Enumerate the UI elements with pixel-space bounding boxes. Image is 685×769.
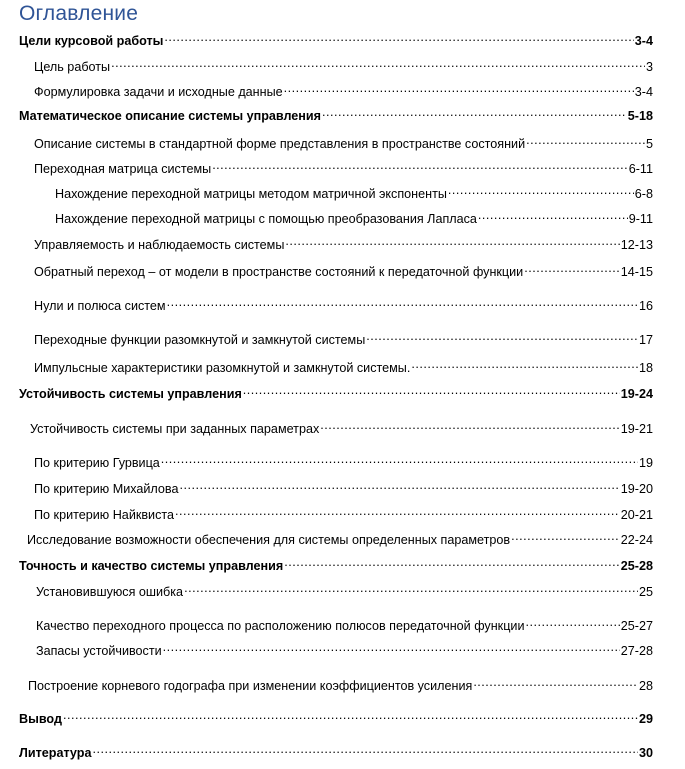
toc-entry-label: Устойчивость системы управления [19,387,242,401]
dot-leader [92,745,638,757]
toc-entry-page: 22-24 [620,533,653,547]
toc-entry-label: Описание системы в стандартной форме представления в пространстве состояний [34,137,526,151]
toc-entry-label: Точность и качество системы управления [19,559,284,573]
toc-title: Оглавление [19,2,139,25]
dot-leader [161,455,638,467]
toc-entry-transient-quality[interactable] [36,618,653,634]
toc-entry-label: Нахождение переходной матрицы с помощью преобразования Лапласа [55,212,477,226]
toc-entry-math-description[interactable] [19,108,653,124]
toc-entry-literature[interactable] [19,745,653,761]
dot-leader [175,507,620,519]
toc-entry-inverse-transition[interactable] [34,264,653,280]
toc-entry-steady-state-error[interactable] [36,584,653,600]
toc-entry-label: Формулировка задачи и исходные данные [34,85,283,99]
dot-leader [163,643,620,655]
toc-entry-goals[interactable] [19,33,653,49]
toc-entry-page: 3-4 [634,34,653,48]
toc-entry-work-goal[interactable] [34,59,653,75]
toc-entry-accuracy[interactable] [19,558,653,574]
toc-entry-controllability[interactable] [34,237,653,253]
toc-entry-state-space[interactable] [34,136,653,152]
toc-entry-mikhailov[interactable] [34,481,653,497]
dot-leader [478,211,628,223]
dot-leader [184,584,638,596]
toc-entry-laplace[interactable] [55,211,653,227]
dot-leader [243,386,620,398]
toc-entry-label: Обратный переход – от модели в пространстве состояний к передаточной функции [34,265,524,279]
toc-entry-page: 14-15 [620,265,653,279]
toc-entry-label: Математическое описание системы управления [19,109,322,123]
dot-leader [526,136,645,148]
toc-entry-label: Запасы устойчивости [36,644,162,658]
toc-entry-page: 5-18 [627,109,653,123]
dot-leader [111,59,645,71]
toc-entry-page: 6-8 [634,187,653,201]
toc-entry-label: Установившуюся ошибка [36,585,184,599]
dot-leader [167,298,638,310]
toc-entry-page: 25-27 [620,619,653,633]
toc-entry-page: 19-24 [620,387,653,401]
dot-leader [366,332,638,344]
toc-entry-stability[interactable] [19,386,653,402]
toc-entry-page: 19-21 [620,422,653,436]
toc-entry-page: 12-13 [620,238,653,252]
toc-entry-page: 16 [638,299,653,313]
toc-entry-label: Построение корневого годографа при изменении коэффициентов усиления [28,679,473,693]
toc-entry-label: Переходная матрица системы [34,162,212,176]
toc-entry-page: 9-11 [628,212,653,226]
toc-entry-label: Качество переходного процесса по расположению полюсов передаточной функции [36,619,525,633]
toc-entry-page: 20-21 [620,508,653,522]
toc-entry-label: Цели курсовой работы [19,34,164,48]
dot-leader [511,532,620,544]
toc-entry-page: 6-11 [628,162,653,176]
toc-entry-page: 5 [645,137,653,151]
toc-entry-page: 29 [638,712,653,726]
toc-entry-page: 28 [638,679,653,693]
dot-leader [525,618,619,630]
dot-leader [179,481,619,493]
toc-entry-label: Импульсные характеристики разомкнутой и замкнутой системы. [34,361,411,375]
toc-entry-label: Нули и полюса систем [34,299,166,313]
toc-entry-page: 3 [645,60,653,74]
toc-entry-impulse-response[interactable] [34,360,653,376]
toc-entry-page: 19 [638,456,653,470]
toc-entry-page: 25-28 [620,559,653,573]
toc-entry-label: Исследование возможности обеспечения для системы определенных параметров [27,533,511,547]
toc-entry-label: По критерию Михайлова [34,482,179,496]
toc-entry-label: Вывод [19,712,62,726]
toc-entry-page: 30 [638,746,653,760]
toc-entry-label: По критерию Найквиста [34,508,175,522]
toc-entry-page: 25 [638,585,653,599]
toc-entry-label: Литература [19,746,92,760]
toc-entry-label: Устойчивость системы при заданных параметрах [30,422,320,436]
toc-entry-zeros-poles[interactable] [34,298,653,314]
toc-entry-step-response[interactable] [34,332,653,348]
dot-leader [448,186,634,198]
toc-entry-stability-given-params[interactable] [30,421,653,437]
toc-entry-page: 19-20 [620,482,653,496]
dot-leader [473,678,638,690]
toc-entry-label: Цель работы [34,60,111,74]
toc-entry-page: 17 [638,333,653,347]
dot-leader [285,237,619,249]
toc-entry-page: 3-4 [634,85,653,99]
dot-leader [320,421,620,433]
dot-leader [284,558,620,570]
toc-entry-hurwitz[interactable] [34,455,653,471]
dot-leader [524,264,620,276]
dot-leader [284,84,634,96]
toc-entry-stability-margins[interactable] [36,643,653,659]
toc-entry-conclusion[interactable] [19,711,653,727]
dot-leader [63,711,638,723]
toc-entry-page: 27-28 [620,644,653,658]
toc-entry-parameter-study[interactable] [27,532,653,548]
toc-entry-label: По критерию Гурвица [34,456,160,470]
toc-entry-label: Переходные функции разомкнутой и замкнутой системы [34,333,366,347]
dot-leader [164,33,633,45]
toc-entry-label: Нахождение переходной матрицы методом матричной экспоненты [55,187,447,201]
toc-entry-label: Управляемость и наблюдаемость системы [34,238,285,252]
dot-leader [322,108,627,120]
dot-leader [411,360,638,372]
dot-leader [212,161,628,173]
toc-entry-task-formulation[interactable] [34,84,653,100]
toc-entry-transition-matrix[interactable] [34,161,653,177]
toc-entry-root-locus[interactable] [28,678,653,694]
toc-entry-matrix-exponent[interactable] [55,186,653,202]
toc-entry-nyquist[interactable] [34,507,653,523]
toc-entry-page: 18 [638,361,653,375]
